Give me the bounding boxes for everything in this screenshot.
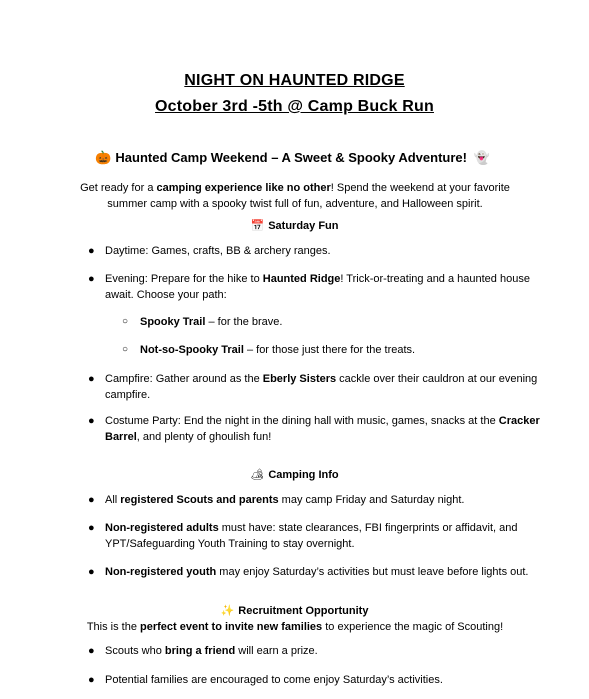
recruitment-item2-text: Potential families are encouraged to come enjoy Saturday’s activities.: [105, 674, 443, 686]
path2-text: – for those just there for the treats.: [243, 344, 416, 356]
intro-text-start: Get ready for a: [80, 182, 157, 194]
sub-bullet-icon: ○: [122, 316, 129, 327]
costume-text-end: , and plenty of ghoulish fun!: [136, 431, 272, 443]
intro-paragraph: [60, 180, 530, 212]
bullet-icon: ●: [88, 645, 95, 657]
intro-text-bold: camping experience like no other: [156, 182, 331, 194]
campfire-text-start: Campfire: Gather around as the: [105, 373, 263, 385]
recruitment-heading-text: Recruitment Opportunity: [238, 605, 369, 617]
pumpkin-icon: 🎃: [95, 150, 112, 165]
list-item-potential-families: [88, 672, 545, 688]
list-item-costume-party: [88, 413, 545, 445]
recruitment-intro-end: to experience the magic of Scouting!: [322, 621, 504, 633]
main-heading-text: Haunted Camp Weekend – A Sweet & Spooky Adventure!: [115, 150, 467, 165]
path2-bold: Not-so-Spooky Trail: [140, 344, 244, 356]
sub-item-not-so-spooky-trail: [122, 342, 540, 358]
camping-item3-bold: Non-registered youth: [105, 566, 217, 578]
daytime-text: Daytime: Games, crafts, BB & archery ranges.: [105, 245, 331, 257]
evening-text-bold: Haunted Ridge: [262, 273, 341, 285]
campfire-text-end: cackle over their cauldron at our evening campfire.: [105, 373, 538, 401]
list-item-non-registered-adults: [88, 520, 545, 552]
camping-tent-icon: 🏕: [250, 469, 265, 481]
recruitment-intro: [60, 619, 530, 635]
path1-bold: Spooky Trail: [140, 316, 206, 328]
camping-heading-text: Camping Info: [268, 469, 339, 481]
camping-item1-start: All: [105, 494, 121, 506]
saturday-heading: [0, 219, 589, 232]
list-item-bring-friend: [88, 643, 545, 659]
evening-text-start: Evening: Prepare for the hike to: [105, 273, 263, 285]
list-item-registered-camping: [88, 492, 545, 508]
bullet-icon: ●: [88, 415, 95, 427]
sparkles-icon: ✨: [220, 605, 235, 617]
path1-text: – for the brave.: [205, 316, 283, 328]
recruitment-heading: [0, 604, 589, 617]
bullet-icon: ●: [88, 373, 95, 385]
list-item-non-registered-youth: [88, 564, 545, 580]
costume-text-start: Costume Party: End the night in the dining hall with music, games, snacks at the: [105, 415, 499, 427]
bullet-icon: ●: [88, 522, 95, 534]
camping-item1-end: may camp Friday and Saturday night.: [278, 494, 465, 506]
recruitment-item1-end: will earn a prize.: [235, 645, 318, 657]
recruitment-intro-start: This is the: [86, 621, 140, 633]
camping-item3-end: may enjoy Saturday’s activities but must leave before lights out.: [216, 566, 529, 578]
intro-text-end: ! Spend the weekend at your favorite summer camp with a spooky twist full of fun, adventure, and Halloween spirit.: [107, 182, 510, 210]
list-item-campfire: [88, 371, 545, 403]
camping-heading: [0, 468, 589, 481]
costume-text-bold: Cracker Barrel: [105, 415, 540, 443]
camping-item1-bold: registered Scouts and parents: [120, 494, 279, 506]
camping-item2-bold: Non-registered adults: [105, 522, 219, 534]
main-heading: [0, 150, 589, 166]
sub-item-spooky-trail: [122, 314, 540, 330]
campfire-text-bold: Eberly Sisters: [262, 373, 337, 385]
list-item-daytime: [88, 243, 545, 259]
bullet-icon: ●: [88, 566, 95, 578]
event-date-location: October 3rd -5th @ Camp Buck Run: [155, 98, 434, 115]
bullet-icon: ●: [88, 494, 95, 506]
saturday-heading-text: Saturday Fun: [268, 220, 339, 232]
recruitment-item1-start: Scouts who: [105, 645, 165, 657]
bullet-icon: ●: [88, 674, 95, 686]
calendar-icon: 📅: [250, 220, 265, 232]
event-title: NIGHT ON HAUNTED RIDGE: [184, 72, 405, 89]
ghost-icon: 👻: [473, 150, 490, 165]
sub-bullet-icon: ○: [122, 344, 129, 355]
bullet-icon: ●: [88, 273, 95, 285]
recruitment-item1-bold: bring a friend: [164, 645, 236, 657]
bullet-icon: ●: [88, 245, 95, 257]
evening-text-end: ! Trick-or-treating and a haunted house await. Choose your path:: [105, 273, 530, 301]
camping-item2-end: must have: state clearances, FBI fingerprints or affidavit, and YPT/Safeguarding Youth Training to stay overnight.: [105, 522, 518, 550]
recruitment-intro-bold: perfect event to invite new families: [140, 621, 323, 633]
list-item-evening: [88, 271, 545, 303]
